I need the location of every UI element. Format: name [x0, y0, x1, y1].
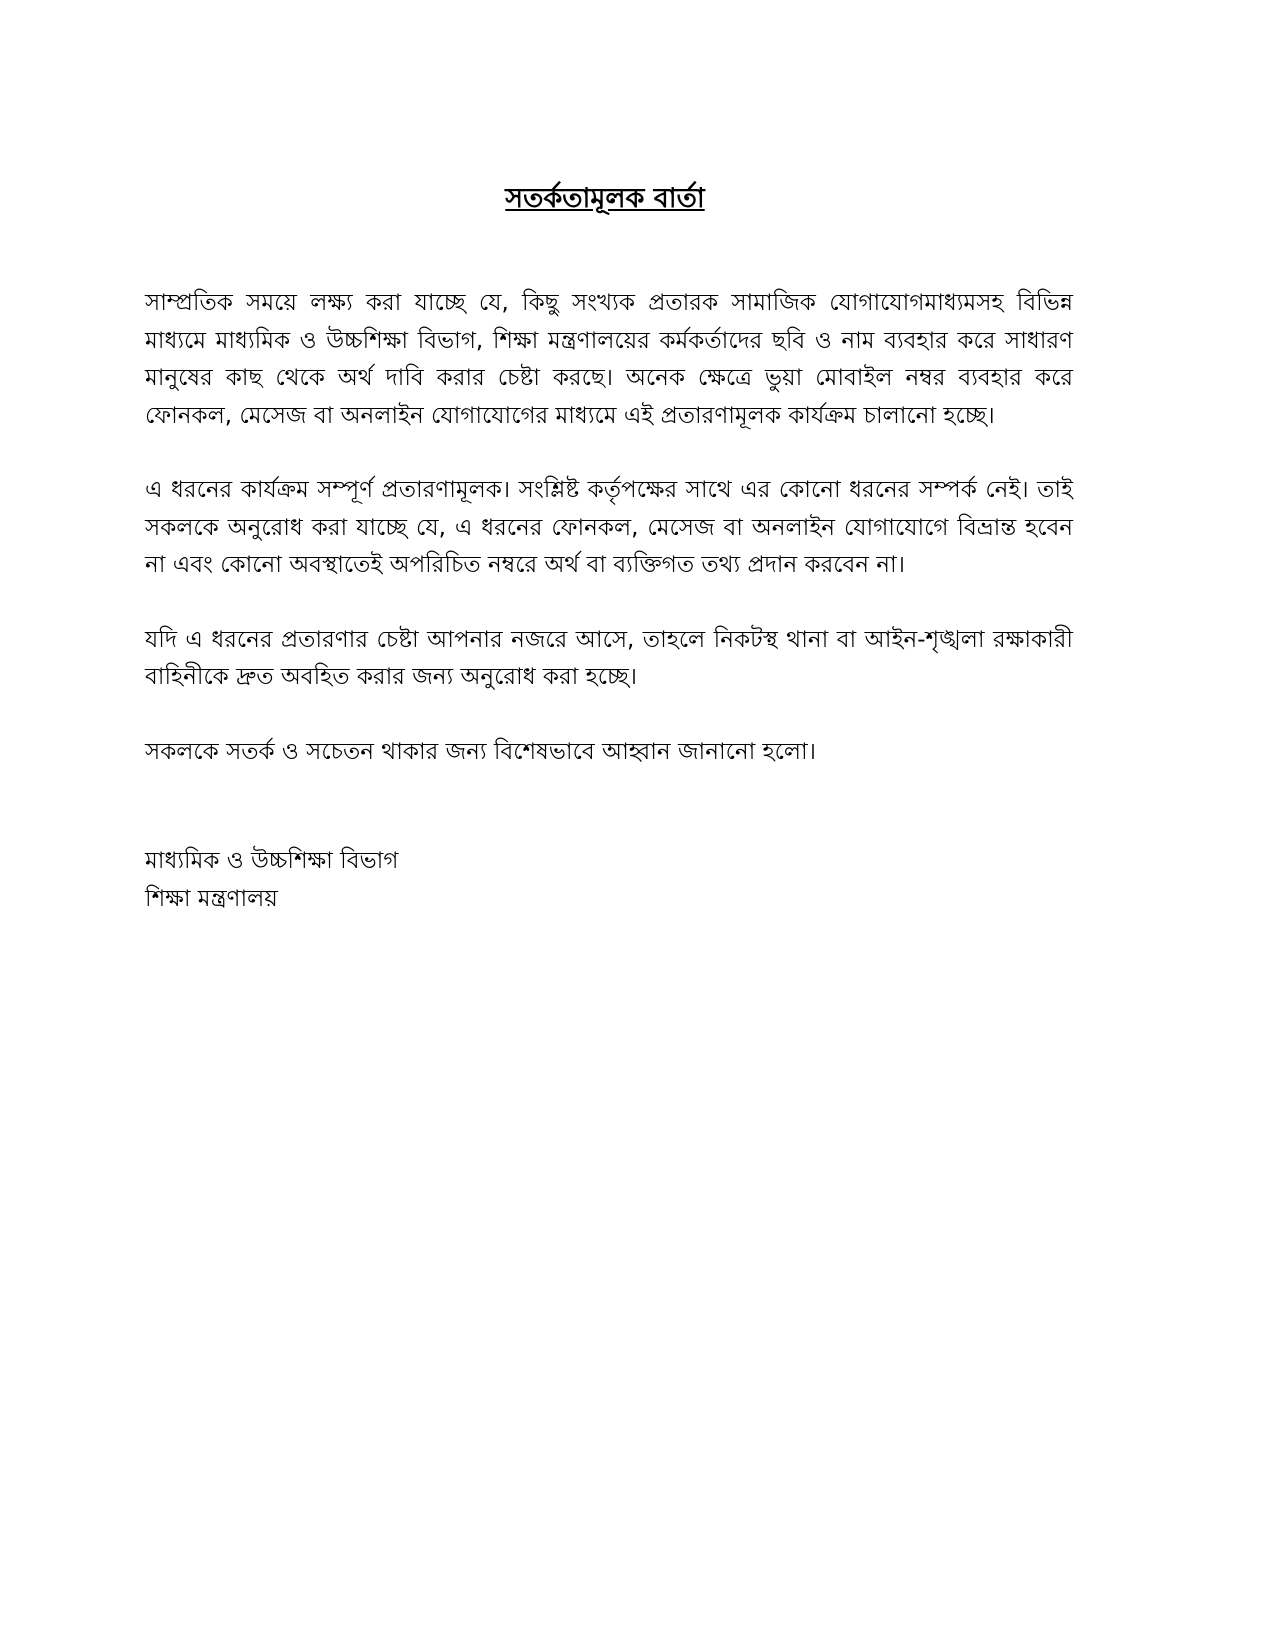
- paragraph-3: যদি এ ধরনের প্রতারণার চেষ্টা আপনার নজরে আসে, তাহলে নিকটস্থ থানা বা আইন-শৃঙ্খলা রক্ষাকারী বাহিনীকে দ্রুত অবহিত করার জন্য অনুরোধ করা হচ্ছে।: [145, 626, 1073, 690]
- document-title: সতর্কতামূলক বার্তা: [505, 183, 705, 214]
- paragraph-4: সকলকে সতর্ক ও সচেতন থাকার জন্য বিশেষভাবে আহ্বান জানানো হলো।: [145, 738, 816, 765]
- document-body: [145, 285, 1073, 808]
- signature-department: মাধ্যমিক ও উচ্চশিক্ষা বিভাগ: [145, 848, 399, 874]
- paragraph-1: সাম্প্রতিক সময়ে লক্ষ্য করা যাচ্ছে যে, কিছু সংখ্যক প্রতারক সামাজিক যোগাযোগমাধ্যমসহ বিভিন্ন মাধ্যমে মাধ্যমিক ও উচ্চশিক্ষা বিভাগ, শিক্ষা মন্ত্রণালয়ের কর্মকর্তাদের ছবি ও নাম ব্যবহার করে সাধারণ মানুষের কাছ থেকে অর্থ দাবি করার চেষ্টা করছে। অনেক ক্ষেত্রে ভুয়া মোবাইল নম্বর ব্যবহার করে ফোনকল, মেসেজ বা অনলাইন যোগাযোগের মাধ্যমে এই প্রতারণামূলক কার্যক্রম চালানো হচ্ছে।: [145, 290, 1073, 429]
- signature-block: [145, 842, 398, 918]
- paragraph-2: এ ধরনের কার্যক্রম সম্পূর্ণ প্রতারণামূলক। সংশ্লিষ্ট কর্তৃপক্ষের সাথে এর কোনো ধরনের সম্পর্ক নেই। তাই সকলকে অনুরোধ করা যাচ্ছে যে, এ ধরনের ফোনকল, মেসেজ বা অনলাইন যোগাযোগে বিভ্রান্ত হবেন না এবং কোনো অবস্থাতেই অপরিচিত নম্বরে অর্থ বা ব্যক্তিগত তথ্য প্রদান করবেন না।: [145, 477, 1073, 578]
- signature-ministry: শিক্ষা মন্ত্রণালয়: [145, 886, 278, 912]
